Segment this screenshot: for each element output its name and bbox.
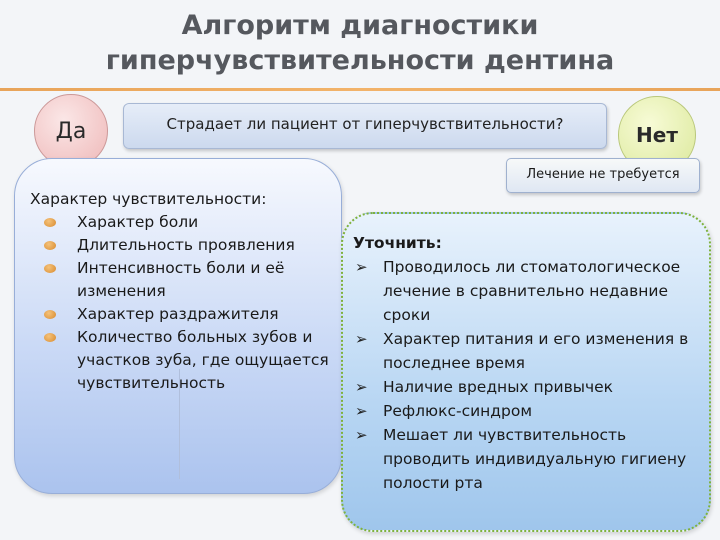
arrowhead-icon: ➢: [355, 426, 368, 444]
question-text: Страдает ли пациент от гиперчувствительности?: [166, 115, 564, 133]
orange-dot-icon: [44, 218, 56, 227]
list-item-text: Характер раздражителя: [77, 305, 279, 323]
arrowhead-icon: ➢: [355, 258, 368, 276]
orange-dot-icon: [44, 241, 56, 250]
list-item-text: Проводилось ли стоматологическое лечение в сравнительно недавние сроки: [383, 258, 681, 324]
title-underline: [0, 88, 720, 91]
no-label: Нет: [636, 123, 678, 147]
question-box: [123, 103, 607, 149]
list-item: [30, 211, 335, 234]
clarify-heading: Уточнить:: [353, 234, 442, 252]
title-line-1: Алгоритм диагностики: [181, 10, 539, 41]
list-item: [30, 303, 335, 326]
list-item: [353, 423, 699, 495]
arrowhead-icon: ➢: [355, 378, 368, 396]
no-treatment-box: [506, 158, 700, 193]
list-item: [353, 399, 699, 423]
list-item: [30, 234, 335, 257]
list-item-text: Мешает ли чувствительность проводить индивидуальную гигиену полости рта: [383, 426, 687, 492]
orange-dot-icon: [44, 264, 56, 273]
list-item: [353, 255, 699, 327]
list-item-text: Рефлюкс-синдром: [383, 402, 533, 420]
arrowhead-icon: ➢: [355, 402, 368, 420]
no-treatment-text: Лечение не требуется: [526, 167, 680, 182]
yes-circle: [34, 94, 108, 168]
yes-label: Да: [55, 118, 87, 144]
orange-dot-icon: [44, 310, 56, 319]
list-item-text: Количество больных зубов и участков зуба, где ощущается чувствительность: [77, 328, 329, 392]
list-item-text: Длительность проявления: [77, 236, 295, 254]
list-item-text: Характер боли: [77, 213, 199, 231]
list-item-text: Интенсивность боли и её изменения: [77, 259, 285, 300]
title-line-2: гиперчувствительности дентина: [105, 45, 615, 76]
orange-dot-icon: [44, 333, 56, 342]
list-item: [353, 327, 699, 375]
sensitivity-heading: Характер чувствительности:: [30, 190, 267, 208]
list-item-text: Характер питания и его изменения в последнее время: [383, 330, 689, 372]
arrowhead-icon: ➢: [355, 330, 368, 348]
list-item: [30, 326, 335, 395]
sensitivity-list: [30, 188, 335, 395]
list-item: [30, 257, 335, 303]
list-item-text: Наличие вредных привычек: [383, 378, 614, 396]
diagram-title: [0, 8, 720, 78]
clarify-list: [353, 231, 699, 495]
list-item: [353, 375, 699, 399]
